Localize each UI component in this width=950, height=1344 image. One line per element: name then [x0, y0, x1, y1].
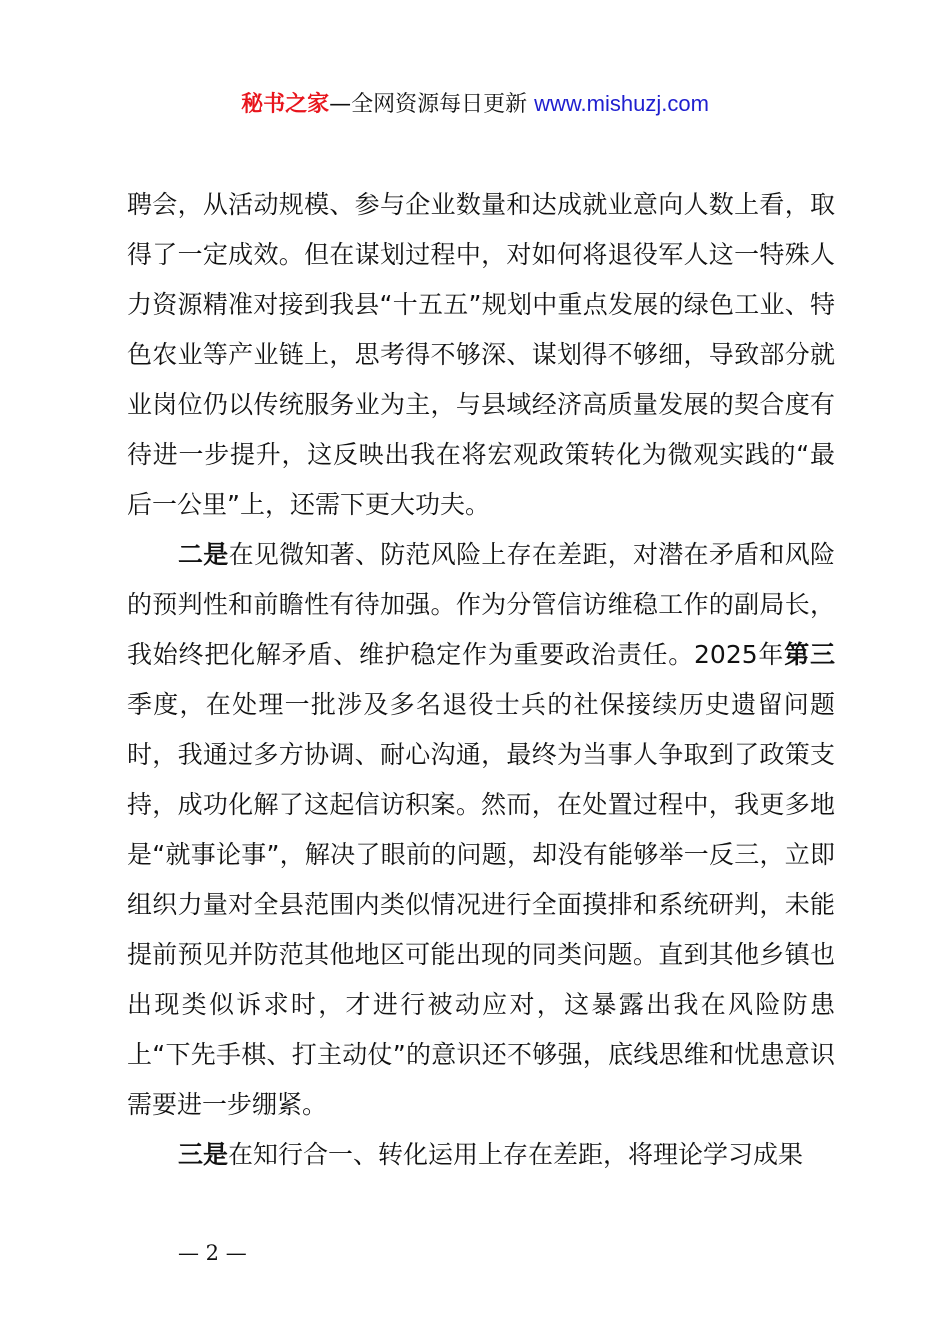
paragraph-2-text-before: 在见微知著、防范风险上存在差距，对潜在矛盾和风险的预判性和前瞻性有待加强。作为分管信访维稳工作的副局长，我始终把化解矛盾、维护稳定作为重要政治责任。2025年: [127, 540, 835, 669]
paragraph-2-text-after: 季度，在处理一批涉及多名退役士兵的社保接续历史遗留问题时，我通过多方协调、耐心沟通，最终为当事人争取到了政策支持，成功化解了这起信访积案。然而，在处置过程中，我更多地是“就事论事”，解决了眼前的问题，却没有能够举一反三，立即组织力量对全县范围内类似情况进行全面摸排和系统研判，未能提前预见并防范其他地区可能出现的同类问题。直到其他乡镇也出现类似诉求时，才进行被动应对，这暴露出我在风险防患上“下先手棋、打主动仗”的意识还不够强，底线思维和忧患意识需要进一步绷紧。: [127, 690, 835, 1119]
paragraph-3-lead: 三是: [178, 1140, 229, 1169]
paragraph-1: [127, 180, 835, 530]
site-brand: 秘书之家: [241, 92, 330, 117]
paragraph-2: [127, 530, 835, 1130]
paragraph-3-text: 在知行合一、转化运用上存在差距，将理论学习成果: [228, 1140, 804, 1169]
site-url-link[interactable]: www.mishuzj.com: [534, 91, 709, 116]
site-banner: [0, 88, 950, 121]
paragraph-3: [127, 1130, 835, 1180]
paragraph-2-lead: 二是: [178, 540, 229, 569]
document-body: [127, 180, 835, 1180]
site-slogan: —全网资源每日更新: [329, 92, 528, 117]
page-number: — 2 —: [178, 1241, 247, 1265]
paragraph-2-emphasis: 第三: [784, 640, 835, 669]
paragraph-1-text: 聘会，从活动规模、参与企业数量和达成就业意向人数上看，取得了一定成效。但在谋划过程中，对如何将退役军人这一特殊人力资源精准对接到我县“十五五”规划中重点发展的绿色工业、特色农业等产业链上，思考得不够深、谋划得不够细，导致部分就业岗位仍以传统服务业为主，与县域经济高质量发展的契合度有待进一步提升，这反映出我在将宏观政策转化为微观实践的“最后一公里”上，还需下更大功夫。: [127, 190, 835, 519]
